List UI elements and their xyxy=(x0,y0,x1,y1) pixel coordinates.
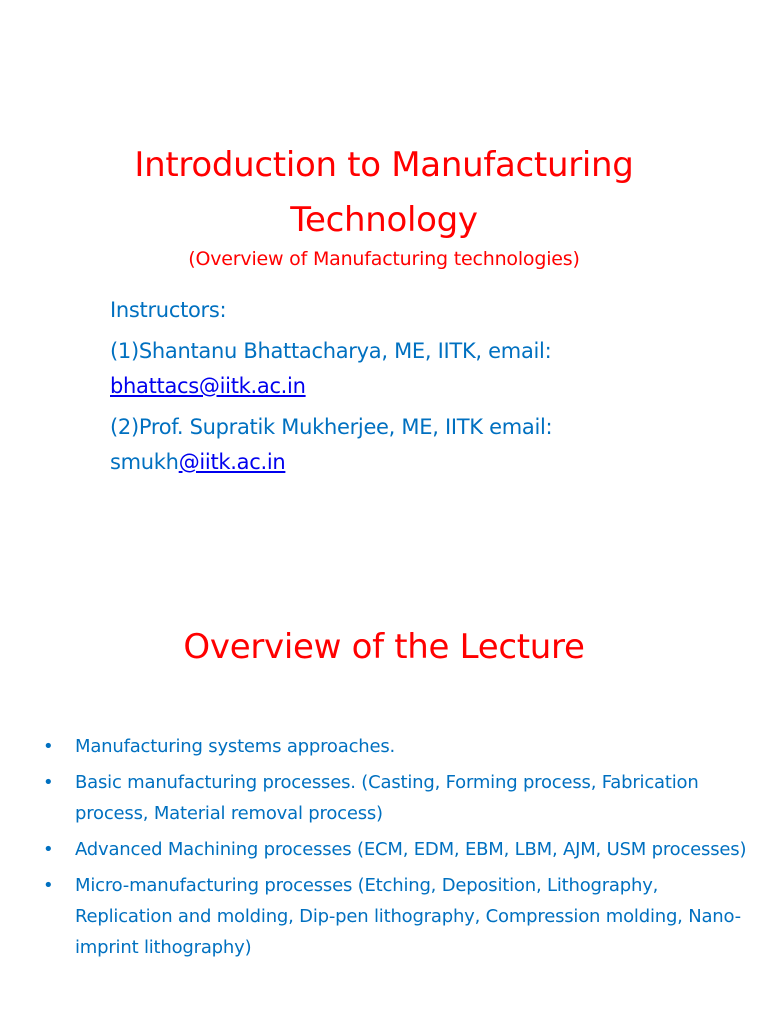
instructor-1-name: (1)Shantanu Bhattacharya, ME, IITK, email: xyxy=(110,339,552,363)
bullet-text: Manufacturing systems approaches. xyxy=(75,736,396,757)
bullet-text: Micro-manufacturing processes (Etching, Deposition, Lithography, Replication and molding, Dip-pen lithography, Compression molding, Nano-imprint lithography) xyxy=(75,875,741,958)
bullet-text: Advanced Machining processes (ECM, EDM, EBM, LBM, AJM, USM processes) xyxy=(75,839,747,860)
overview-slide xyxy=(0,566,768,1024)
instructor-1-email-link[interactable]: bhattacs@iitk.ac.in xyxy=(110,374,306,398)
bullet-item xyxy=(40,870,755,963)
bullet-item xyxy=(40,731,755,762)
instructors-label: Instructors: xyxy=(110,298,227,322)
slide-title: Introduction to Manufacturing Technology xyxy=(134,145,634,240)
instructor-2-email-user: smukh xyxy=(110,450,179,474)
bullet-item xyxy=(40,767,755,829)
bullet-text: Basic manufacturing processes. (Casting, Forming process, Fabrication process, Material removal process) xyxy=(75,772,699,824)
bullet-dot-icon: • xyxy=(43,772,54,793)
bullet-item xyxy=(40,834,755,865)
bullet-dot-icon: • xyxy=(43,839,54,860)
instructor-1 xyxy=(110,334,750,404)
slide-subtitle: (Overview of Manufacturing technologies) xyxy=(188,248,580,270)
bullet-list xyxy=(40,731,755,968)
instructor-2-name: (2)Prof. Supratik Mukherjee, ME, IITK email: xyxy=(110,415,553,439)
bullet-dot-icon: • xyxy=(43,736,54,757)
instructors-block xyxy=(110,293,750,480)
instructor-2-email-link[interactable]: @iitk.ac.in xyxy=(178,450,286,474)
bullet-dot-icon: • xyxy=(43,875,54,896)
overview-title: Overview of the Lecture xyxy=(183,627,585,667)
instructor-2 xyxy=(110,410,750,480)
